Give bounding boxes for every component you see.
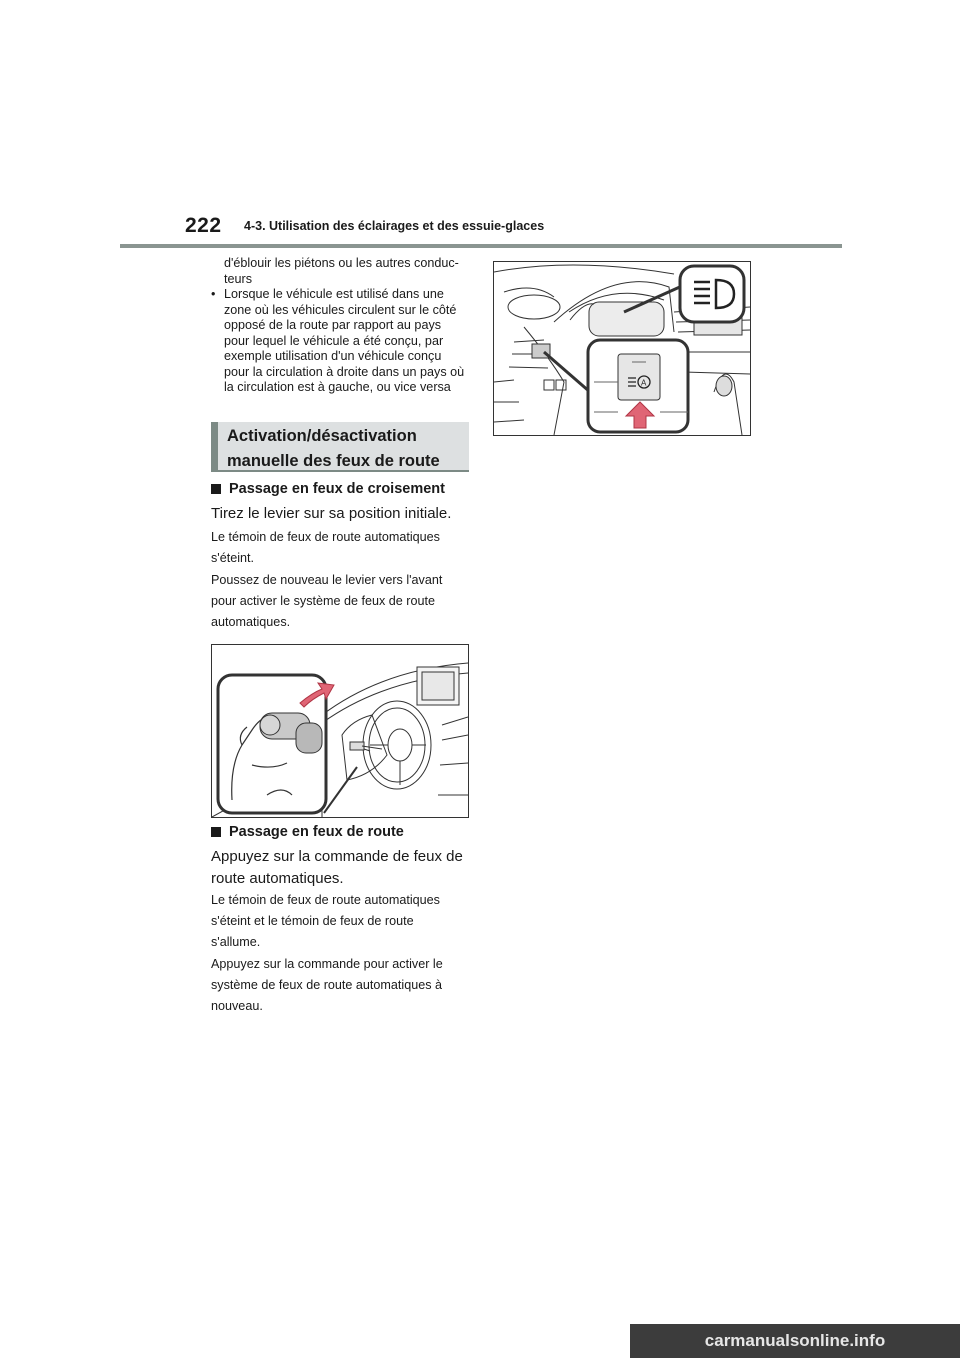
low-beam-heading	[211, 481, 445, 497]
section-title-box	[211, 422, 469, 472]
high-beam-heading	[211, 824, 404, 840]
bullet-line: la circulation est à gauche, ou vice versa	[224, 380, 451, 394]
high-beam-heading-text: Passage en feux de route	[229, 824, 404, 840]
note-line: système de feux de route automatiques à	[211, 978, 443, 992]
low-beam-note-2	[211, 570, 469, 633]
note-line: Appuyez sur la commande pour activer le	[211, 957, 443, 971]
continuation-line: teurs	[224, 271, 252, 286]
bullet-symbol: •	[211, 287, 216, 301]
note-line: automatiques.	[211, 615, 291, 629]
svg-text:A: A	[641, 378, 647, 388]
high-beam-note-1	[211, 890, 469, 953]
dashboard-figure	[493, 261, 751, 436]
note-line: Le témoin de feux de route automatiques	[211, 893, 440, 907]
note-line: s'éteint.	[211, 551, 255, 565]
intro-text-block	[211, 256, 469, 396]
note-line: Le témoin de feux de route automatiques	[211, 530, 440, 544]
bullet-line: pour lequel le véhicule a été conçu, par	[224, 333, 444, 348]
note-line: Poussez de nouveau le levier vers l'avant	[211, 573, 443, 587]
section-title-line: manuelle des feux de route	[227, 452, 440, 470]
lever-figure	[211, 644, 469, 818]
bullet-line: pour la circulation à droite dans un pays où	[224, 364, 465, 379]
square-bullet-icon	[211, 827, 221, 837]
page-number: 222	[185, 214, 222, 237]
instruction-line: route automatiques.	[211, 870, 344, 887]
high-beam-instruction	[211, 846, 469, 890]
note-line: s'allume.	[211, 935, 261, 949]
note-line: pour activer le système de feux de route	[211, 594, 436, 608]
note-line: nouveau.	[211, 999, 263, 1013]
bullet-line: zone où les véhicules circulent sur le côté	[224, 302, 457, 317]
bullet-line: Lorsque le véhicule est utilisé dans une	[224, 287, 444, 301]
low-beam-instruction: Tirez le levier sur sa position initiale.	[211, 505, 452, 522]
headlight-lever-icon	[212, 645, 468, 817]
square-bullet-icon	[211, 484, 221, 494]
dashboard-illustration	[494, 262, 750, 435]
watermark: carmanualsonline.info	[630, 1324, 960, 1358]
low-beam-heading-text: Passage en feux de croisement	[229, 481, 445, 497]
section-title-line: Activation/désactivation	[227, 427, 417, 445]
low-beam-note-1	[211, 527, 469, 569]
note-line: s'éteint et le témoin de feux de route	[211, 914, 414, 928]
chapter-title: 4-3. Utilisation des éclairages et des essuie-glaces	[244, 219, 545, 233]
bullet-line: exemple utilisation d'un véhicule conçu	[224, 349, 442, 363]
bullet-line: opposé de la route par rapport au pays	[224, 318, 442, 332]
high-beam-note-2	[211, 954, 469, 1017]
continuation-line: d'éblouir les piétons ou les autres conduc-	[224, 256, 459, 270]
instruction-line: Appuyez sur la commande de feux de	[211, 848, 463, 865]
bullet-item	[211, 287, 469, 396]
header-divider	[120, 244, 842, 248]
